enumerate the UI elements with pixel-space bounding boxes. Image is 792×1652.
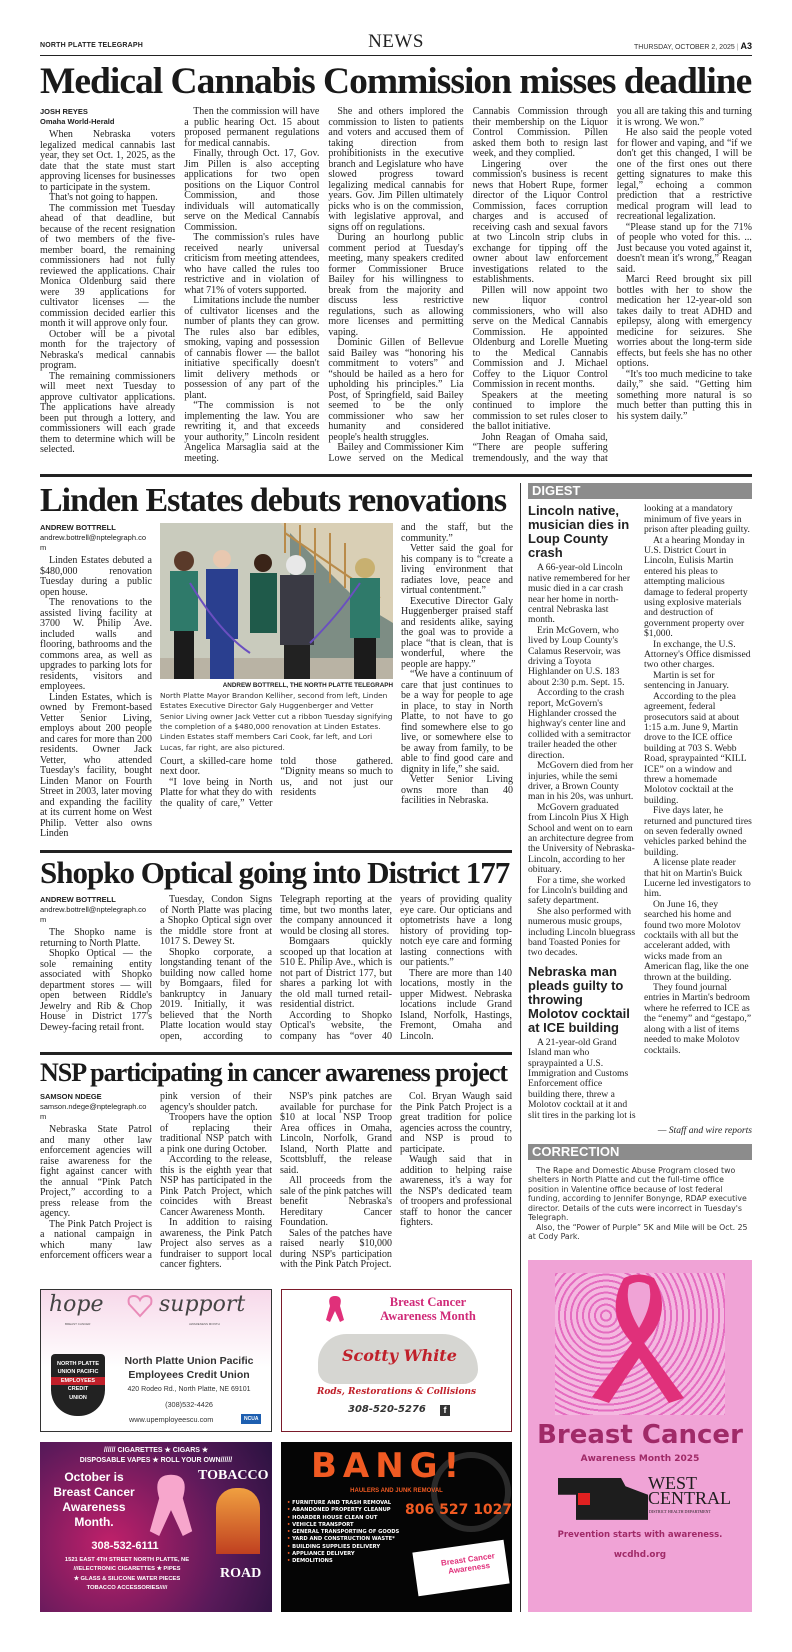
digest-headline[interactable]: Lincoln native, musician dies in Loup County crash [528, 503, 630, 561]
article2-column-1 [40, 523, 152, 840]
paragraph: Waugh said that in addition to helping raise awareness, it's a way for the NSP's dedicated team of troopers and professional staff to honor the cancer fighters. [400, 1154, 512, 1229]
paragraph: and the staff, but the community.” [401, 522, 513, 544]
section-rule [40, 474, 752, 477]
article1-body [40, 107, 752, 464]
paragraph: According to Shopko Optical's website, the company has “over 40 years of providing quality eye care. Our opticians and optometrists have a long history of providing top-notch eye care and forming lasting connections with our patients.” [280, 894, 512, 1042]
bang-service-item: • BUILDING SUPPLIES DELIVERY [287, 1543, 381, 1550]
article3-author: ANDREW BOTTRELL [40, 895, 116, 905]
paragraph: Court, a skilled-care home next door. [160, 755, 273, 778]
article1-affiliation: Omaha World-Herald [40, 117, 115, 127]
ad-bang-haulers[interactable] [281, 1442, 512, 1612]
bang-awareness-badge: Breast Cancer Awareness [412, 1540, 509, 1596]
article1-author: JOSH REYES [40, 107, 88, 117]
tobacco-message-line: October is [64, 1469, 124, 1484]
right-region [520, 483, 752, 1612]
wcdhd-slogan: Prevention starts with awareness. [557, 1529, 723, 1540]
paragraph: Nebraska State Patrol and many other law enforcement agencies will raise awareness for the fight against cancer with the annual “Pink Patch Project,” according to a press release from the agency. [40, 1124, 152, 1220]
bang-logo: BANG! [311, 1445, 466, 1486]
pink-ribbon-icon [148, 1470, 194, 1536]
paragraph: Tuesday, Condon Signs of North Platte was placing a Shopko Optical sign over the middle store front at 1017 S. Dewey St. [160, 894, 272, 948]
ad-support-text: support [159, 1291, 246, 1317]
paragraph: Linden Estates, which is owned by Fremont-based Vetter Senior Living, employs about 200 people and cares for more than 200 residents. Owner Jack Vetter, who attended Tuesday's facility, bought Linden Manor on Fourth Street in 2003, later moving and expanding the facility at its current home on West Philip. Vetter also owns Linden [40, 691, 152, 840]
tobacco-brand-1: TOBACCO [198, 1467, 269, 1483]
scotty-name: Scotty White [342, 1345, 457, 1365]
lower-section [40, 483, 752, 1612]
credit-union-phone[interactable]: (308)532-4426 [165, 1399, 213, 1409]
tobacco-brand-2: ROAD [220, 1565, 262, 1581]
tobacco-top-2: DISPOSABLE VAPES ★ ROLL YOUR OWN////// [79, 1456, 233, 1464]
article3-email[interactable]: andrew.bottrell@nptelegraph.com [40, 905, 147, 925]
paragraph: Col. Bryan Waugh said the Pink Patch Project is a great tradition for police agencies across the country, and NSP is proud to participate. [400, 1091, 512, 1155]
digest-header: DIGEST [528, 483, 752, 499]
article4-headline[interactable]: NSP participating in cancer awareness project [40, 1058, 508, 1088]
paragraph: “I love being in North Platte for what they do with the quality of care,” Vetter told those gathered. “Dignity means so much to us, and not just our residents [160, 755, 393, 809]
digest-paragraph: She also performed with numerous music groups, including Lincoln bluegrass band Toasted Ponies for two decades. [528, 905, 636, 959]
section-rule [40, 1052, 512, 1055]
bullet-icon: • [287, 1536, 293, 1543]
paragraph: The renovations to the assisted living facility at 3700 W. Philip Ave. included walls and flooring, bathrooms and the commons area, as well as upgrades to parking lots for residents, visitors and employees. [40, 597, 152, 693]
bullet-icon: • [287, 1499, 293, 1506]
bang-services-list [287, 1500, 403, 1566]
paragraph: “The commission is not implementing the law. You are rewriting it, and that exceeds your authority,” Lincoln resident Angelica Marsaglia said at the meeting. [184, 400, 320, 464]
paragraph: Dominic Gillen of Bellevue said Bailey was “honoring his commitment to voters” and “should be hailed as a hero for upholding his principles.” Lia Post, of Springfield, said Bailey seemed to be the only commissioner who saw her humanity and considered people's health struggles. [328, 337, 464, 443]
paragraph: Shopko Optical — the sole remaining entity associated with Shopko department stores — will open between Riddle's Jewelry and Rib & Chop House in District 177's Dewey-facing retail front. [40, 948, 152, 1033]
article2-email[interactable]: andrew.bottrell@nptelegraph.com [40, 533, 147, 553]
paragraph: Vetter Senior Living owns more than 40 facilities in Nebraska. [401, 774, 513, 807]
badge-line: UNION PACIFIC [57, 1369, 99, 1376]
tobacco-top [40, 1446, 272, 1466]
paragraph: The remaining commissioners will meet next Tuesday to approve cultivator applications. The applications have already been put through a lottery, and commissioners will each grade them to determine which will be selected. [40, 370, 176, 456]
badge-line: UNION [69, 1394, 87, 1401]
facebook-icon[interactable]: f [440, 1405, 450, 1416]
paragraph: Limitations include the number of cultivator licenses and the number of plants they can grow. The rules also bar edibles, smoking, vaping and possession of cannabis flower — the ballot initiative specifically doesn't limit delivery methods or possession of any part of the plant. [184, 295, 320, 401]
paragraph: October will be a pivotal month for the trajectory of Nebraska's medical cannabis program. [40, 328, 176, 372]
paragraph: There are more than 140 locations, mostly in the upper Midwest. Nebraska locations include Grand Island, Norfolk, Hastings, Fremont, Omaha and Lincoln. [400, 967, 512, 1042]
wcdhd-url[interactable]: wcdhd.org [613, 1549, 667, 1560]
tobacco-line-1: ///ELECTRONIC CIGARETTES ★ PIPES [73, 1566, 181, 1573]
bang-subtitle: HAULERS AND JUNK REMOVAL [350, 1487, 443, 1494]
bang-service-item: • FURNITURE AND TRASH REMOVAL [287, 1499, 392, 1506]
article2-photo-block [160, 523, 393, 840]
digest-paragraph: For a time, she worked for Lincoln's building and safety department. [528, 874, 628, 907]
article2-body [40, 523, 512, 840]
paragraph: In addition to raising awareness, the Pink Patch Project also serves as a fundraiser to support local cancer fighters. [160, 1217, 272, 1271]
article2-column-4 [401, 523, 513, 840]
paragraph: Finally, through Oct. 17, Gov. Jim Pillen is also accepting applications for two open positions on the Liquor Control Commission, and those individuals will automatically serve on the Medical Cannabis Commission. [184, 148, 320, 233]
bullet-icon: • [287, 1558, 293, 1565]
article1-headline[interactable]: Medical Cannabis Commission misses deadline [40, 61, 752, 102]
digest-paragraph: Martin is set for sentencing in January. [644, 669, 729, 692]
ads-grid [40, 1289, 512, 1612]
tobacco-message-line: Month. [74, 1514, 114, 1529]
credit-union-name-1: North Platte Union Pacific [124, 1354, 254, 1367]
tobacco-message-line: Awareness [62, 1499, 126, 1514]
article4-body [40, 1092, 512, 1271]
paragraph: The Rape and Domestic Abuse Program closed two shelters in North Platte and cut the full-time office position in Valentine office because of lost federal funding, according to Jennifer Bonynge, RDAP executive director. Details of the cuts were incorrect in Tuesday's Telegraph. [528, 1166, 747, 1223]
paragraph: During an hourlong public comment period at Tuesday's meeting, many speakers credited former Commissioner Bruce Bailey for his willingness to break from the majority and discuss less restrictive regulations, such as allowing more licenses and permitting vaping. [328, 232, 464, 338]
paragraph: “Please stand up for the 71% of people who voted for this. ... Just because you voted against it, doesn't mean it's wrong,” Reagan said. [616, 221, 752, 275]
paragraph: Shopko corporate, a longstanding tenant of the building now called home by Bomgaars, filed for bankruptcy in January 2019. Initially, it was believed that the North Platte location would stay open, according to Telegraph reporting at the time, but two months later, the company announced it would be closing all stores. [160, 894, 392, 1042]
bang-service-item: • APPLIANCE DELIVERY [287, 1550, 355, 1557]
paragraph: Troopers have the option of replacing their traditional NSP patch with a pink one during October. [160, 1112, 272, 1155]
bullet-icon: • [287, 1550, 293, 1557]
article2-author: ANDREW BOTTRELL [40, 523, 116, 533]
paragraph: The commission met Tuesday ahead of that deadline, but because of the recent resignation of two members of the five-member board, the remaining commissioners had not fully reviewed the applications. Chair Monica Oldenburg said there were 39 applications for cultivator licenses — the commission decided earlier this month it will approve only four. [40, 202, 176, 330]
paragraph: Speakers at the meeting continued to implore the commission to set rules closer to the ballot initiative. [472, 389, 608, 433]
digest-body [528, 504, 752, 1121]
digest-paragraph: According to the plea agreement, federal prosecutors said at about 1:15 a.m. June 9, Martin drove to the ICE office building at 703 S. Webb Road, spraypainted “KILL ICE” on a window and threw a homemade Molotov cocktail at the building. [644, 690, 747, 806]
silhouette-logo [216, 1488, 260, 1554]
scotty-tagline: Rods, Restorations & Collisions [316, 1386, 477, 1397]
bang-service-item: • HOARDER HOUSE CLEAN OUT [287, 1514, 378, 1521]
paragraph: Then the commission will have a public hearing Oct. 15 about proposed permanent regulations for medical cannabis. [184, 106, 320, 149]
digest-paragraph: According to the crash report, McGovern's Highlander crossed the highway's center line and collided with a semitractor trailer headed the other direction. [528, 687, 631, 761]
paragraph: The Shopko name is returning to North Platte. [40, 927, 152, 949]
ad-tobacco-road[interactable] [40, 1442, 272, 1612]
wcdhd-subtitle: Awareness Month 2025 [580, 1453, 700, 1464]
issue-date: THURSDAY, OCTOBER 2, 2025 | A3 [633, 41, 752, 51]
tobacco-message [44, 1470, 144, 1530]
digest-paragraph: In exchange, the U.S. Attorney's Office dismissed two other charges. [644, 638, 751, 671]
digest-paragraph: They found journal entries in Martin's bedroom where he referred to ICE as the “enemy” and “gestapo,” along with a list of items needed to make Molotov cocktails. [644, 982, 752, 1056]
paragraph: The Pink Patch Project is a national campaign in which many law enforcement officers wear a pink version of their agency's shoulder patch. [40, 1091, 272, 1262]
ribbon-cutting-photo [160, 523, 393, 679]
ad-hope-text: hope [49, 1291, 104, 1317]
tobacco-phone[interactable]: 308-532-6111 [91, 1539, 159, 1552]
paragraph: Vetter said the goal for his company is to “create a living environment that radiates love, peace and virtual contentment.” [401, 543, 513, 597]
paragraph: “We have a continuum of care that just continues to be a way for people to age in place, to stay in North Platte, to not have to go find somewhere else to go live, or somewhere else to be away from family, to be able to find good care and dignity in life,” she said. [401, 669, 513, 775]
publication-name: NORTH PLATTE TELEGRAPH [40, 42, 144, 49]
paragraph: Executive Director Galy Huggenberger praised staff and residents alike, saying the goal was to provide a place “that is clean, that is wonderful, where the people are happy.” [401, 595, 513, 670]
paragraph: According to the release, this is the eighth year that NSP has participated in the Pink Patch Project, which coincides with Breast Cancer Awareness Month. [160, 1154, 272, 1218]
paragraph: Bailey and Commissioner Kim Lowe served on the Medical Cannabis Commission through their membership on the Liquor Control Commission. Pillen asked them both to resign last week, and they complied. [328, 106, 608, 464]
article3-body [40, 895, 512, 1042]
paragraph: Linden Estates debuted a $480,000 renovation Tuesday during a public open house. [40, 555, 152, 598]
ad-small-left: BREAST CANCER [65, 1321, 91, 1326]
credit-union-name-2: Employees Credit Union [128, 1368, 250, 1381]
photo-caption: North Platte Mayor Brandon Kelliher, second from left, Linden Estates Executive Director Galy Huggenberger and Vetter Senior Living owner Jack Vetter cut a ribbon Tuesday signifying the completion of a $480,000 renovation at Linden Estates. Linden Estates staff members Cari Cook, far left, and Lori Lucas, far right, are also pictured. [160, 691, 393, 752]
badge-line: EMPLOYEES [51, 1377, 105, 1386]
bang-service-item: • YARD AND CONSTRUCTION WASTE* [287, 1536, 395, 1543]
article4-author: SAMSON NDEGE [40, 1092, 102, 1102]
bang-phone[interactable]: 806 527 1027 [405, 1501, 512, 1518]
digest-paragraph: McGovern died from her injuries, while the semi driver, a Brown County man in his 20s, was unhurt. [528, 760, 634, 803]
tobacco-address: 1521 EAST 4TH STREET NORTH PLATTE, NE [64, 1556, 190, 1563]
paragraph: John Reagan of Omaha said, “There are people suffering tremendously, and the way that you all are taking this and turning it is wrong. We won.” [472, 106, 752, 464]
wcdhd-title: Breast Cancer [537, 1419, 743, 1450]
article2-columns-2-3 [160, 757, 393, 810]
scotty-title [348, 1295, 508, 1323]
credit-union-badge-logo [51, 1354, 105, 1416]
scotty-title-1: Breast Cancer [389, 1294, 467, 1309]
paragraph: All proceeds from the sale of the pink patches will benefit Nebraska's Hereditary Cancer Foundation. [280, 1175, 392, 1229]
district-highlight [578, 1493, 590, 1505]
paragraph: Marci Reed brought six pill bottles with her to show the medication her 12-year-old son takes daily to treat ADHD and epilepsy, along with emergency medicine for seizures. She worries about the long-term side effects, but feels she has no other options. [616, 274, 752, 370]
bang-service-item: • VEHICLE TRANSPORT [287, 1521, 354, 1528]
digest-paragraph: At a hearing Monday in U.S. District Court in Lincoln, Eulisis Martin entered his pleas to attempting malicious damage to federal property using explosive materials and destruction of government property over $1,000. [644, 534, 748, 640]
wcdhd-org-3: DISTRICT HEALTH DEPARTMENT [649, 1508, 711, 1514]
digest-paragraph: McGovern graduated from Lincoln Pius X High School and went on to earn an architecture degree from the University of Nebraska-Lincoln, according to her obituary. [528, 801, 635, 876]
section-name: NEWS [368, 31, 424, 52]
ad-scotty-white[interactable] [281, 1289, 512, 1432]
pink-ribbon-icon [326, 1294, 344, 1322]
scotty-phone[interactable]: 308-520-5276 [348, 1403, 426, 1415]
digest-paragraph: A license plate reader that hit on Martin's Buick Lucerne led investigators to him. [644, 857, 751, 900]
date-text: THURSDAY, OCTOBER 2, 2025 [633, 44, 735, 51]
bullet-icon: • [287, 1529, 293, 1536]
paragraph: Also, the “Power of Purple” 5K and Mile will be Oct. 25 at Cody Park. [528, 1222, 748, 1241]
tobacco-details [42, 1556, 212, 1594]
paragraph: NSP's pink patches are available for purchase for $10 at local NSP Troop Area offices in Omaha, Lincoln, Norfolk, Grand Island, North Platte and Scottsbluff, the release said. [280, 1091, 392, 1176]
paragraph: Lingering over the commission's business is recent news that Hobert Rupe, former director of the Liquor Control Commission, faces corruption charges and is accused of receiving cash and sexual favors at two Lincoln strip clubs in exchange for tipping off the owner about law enforcement investigations related to the establishments. [472, 158, 608, 286]
article2-headline[interactable]: Linden Estates debuts renovations [40, 482, 507, 520]
article3-headline[interactable]: Shopko Optical going into District 177 [40, 854, 510, 890]
badge-line: NORTH PLATTE [56, 1360, 100, 1367]
article3-headline-wrap [40, 854, 512, 890]
article2-headline-wrap [40, 483, 512, 519]
left-region [40, 483, 512, 1612]
pink-ribbon-icon [584, 1273, 694, 1403]
bang-service-item: • ABANDONED PROPERTY CLEANUP [287, 1507, 391, 1514]
digest-paragraph: looking at a mandatory minimum of five years in prison after pleading guilty. [644, 503, 750, 536]
page-number: A3 [740, 41, 752, 51]
paragraph: “It's too much medicine to take daily,” she said. “Getting him something more natural is so much better than putting this in his system daily.” [616, 368, 752, 422]
page-header [40, 0, 752, 56]
digest-paragraph: Five days later, he returned and punctured tires on seven federally owned vehicles parked behind the building. [644, 805, 752, 858]
tobacco-top-1: ////// CIGARETTES ★ CIGARS ★ [103, 1446, 209, 1454]
paragraph: The commission's rules have received nearly universal criticism from meeting attendees, who have called the rules too restrictive and in violation of what 71% of voters supported. [184, 232, 320, 296]
bang-service-item: • DEMOLITIONS [287, 1558, 333, 1565]
credit-union-url[interactable]: www.upemployeescu.com [129, 1414, 214, 1424]
nebraska-map-logo [558, 1478, 648, 1520]
correction-body [528, 1166, 752, 1241]
bullet-icon: • [287, 1507, 293, 1514]
digest-headline[interactable]: Nebraska man pleads guilty to throwing Molotov cocktail at ICE building [528, 963, 630, 1035]
paragraph: When Nebraska voters legalized medical cannabis last year, they set Oct. 1, 2025, as the date that the state must start approving licenses for businesses to participate in the system. [40, 129, 176, 193]
article4-headline-wrap [40, 1059, 512, 1086]
article4-email[interactable]: samson.ndege@nptelegraph.com [40, 1102, 147, 1122]
photo-credit: ANDREW BOTTRELL, THE NORTH PLATTE TELEGRAPH [222, 682, 393, 690]
tobacco-message-line: Breast Cancer [53, 1484, 135, 1499]
digest-paragraph: Erin McGovern, who lived by Loup County's Calamus Reservoir, was driving a Toyota Highlander on U.S. 183 about 2:30 p.m. Sept. 15. [528, 624, 625, 688]
paragraph: That's not going to happen. [49, 192, 158, 204]
tobacco-line-3: TOBACCO ACCESSORIES///// [86, 1585, 168, 1592]
ad-wcdhd-breast-cancer[interactable] [528, 1260, 752, 1612]
paragraph: Sales of the patches have raised nearly $10,000 during NSP's participation with the Pink Patch Project. [280, 1227, 392, 1271]
digest-paragraph: On June 16, they searched his home and found two more Molotov cocktails with all but the accelerant added, with wicks made from an American flag, like the one thrown at the building. [644, 898, 749, 983]
wcdhd-org-1: WEST [648, 1472, 697, 1493]
ad-credit-union[interactable] [40, 1289, 272, 1432]
tobacco-line-2: ★ GLASS & SILICONE WATER PIECES [73, 1575, 181, 1582]
credit-union-name [107, 1354, 271, 1382]
bullet-icon: • [287, 1514, 293, 1521]
wcdhd-org [648, 1472, 731, 1508]
article1-headline-wrap [40, 62, 752, 101]
badge-line: CREDIT [67, 1386, 89, 1393]
paragraph: She and others implored the commission to listen to patients and voters and accused them of taking direction from prohibitionists in the executive branch and Legislature who have slowed progress toward legalizing medical cannabis for years. Gov. Jim Pillen ultimately picks who is on the commission, with legislative approval, and signs off on regulations. [328, 106, 464, 233]
bullet-icon: • [287, 1543, 293, 1550]
paragraph: Bomgaars quickly scooped up that location at 510 E. Philip Ave., which is not part of District 177, but shares a parking lot with the old mall turned retail-residential district. [280, 936, 392, 1011]
bullet-icon: • [287, 1521, 293, 1528]
ad-small-right: AWARENESS MONTH [189, 1321, 220, 1326]
ncua-logo: NCUA [241, 1414, 261, 1424]
pink-heart-ribbon-icon [127, 1294, 153, 1318]
digest-paragraph: A 66-year-old Lincoln native remembered for her music died in a car crash near her home in north-central Nebraska last month. [528, 562, 631, 626]
paragraph: Pillen will now appoint two new liquor control commissioners, who will also serve on the Medical Cannabis Commission. He appointed Oldenburg and Lorelle Mueting to the Medical Cannabis Commission and J. Michael Coffey to the Liquor Control Commission in recent months. [472, 284, 608, 391]
wcdhd-org-2: CENTRAL [648, 1487, 731, 1508]
credit-union-address: 420 Rodeo Rd., North Platte, NE 69101 [127, 1385, 251, 1393]
paragraph: He also said the people voted for flower and vaping, and “if we don't get this changed, I will be one of the first ones out there getting signatures to make this legal,” echoing a common prediction that a restrictive medical program will lead to recreational legalization. [616, 127, 752, 223]
scotty-title-2: Awareness Month [380, 1308, 476, 1323]
section-rule [40, 850, 512, 853]
digest-paragraph: A 21-year-old Grand Island man who spraypainted a U.S. Immigration and Customs Enforcement office building there, threw a Molotov cocktail at it and slit tires in the parking lot is [528, 1036, 636, 1121]
correction-header: CORRECTION [528, 1144, 752, 1160]
bang-service-item: • GENERAL TRANSPORTING OF GOODS [287, 1529, 400, 1536]
digest-signoff: — Staff and wire reports [657, 1125, 752, 1137]
